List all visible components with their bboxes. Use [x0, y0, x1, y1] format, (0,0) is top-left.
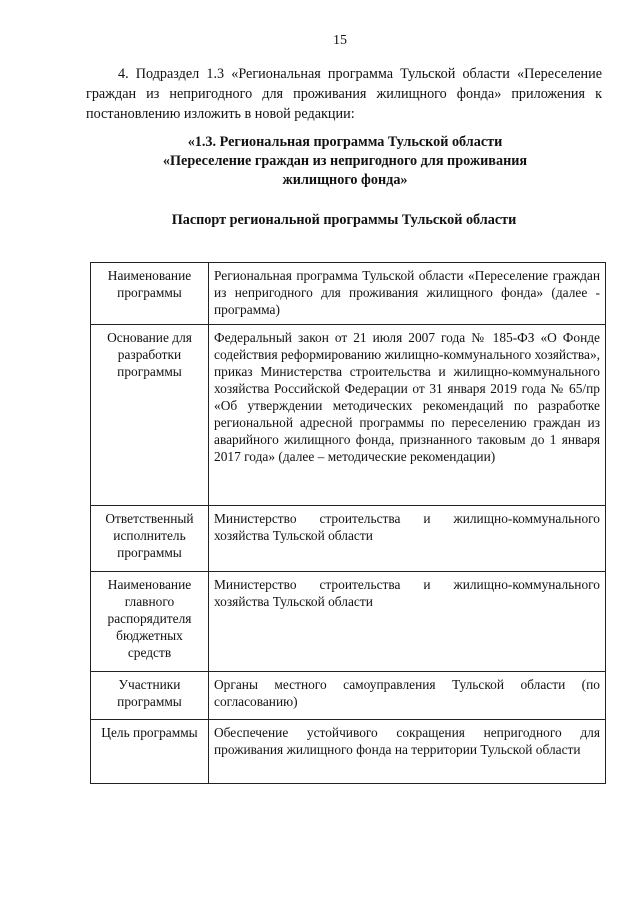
section-heading — [100, 133, 590, 190]
table-row — [91, 572, 606, 672]
passport-table — [90, 262, 606, 784]
row-label: Основание для разработки программы — [91, 325, 209, 506]
passport-title: Паспорт региональной программы Тульской области — [171, 212, 517, 228]
table-row — [91, 506, 606, 572]
intro-paragraph — [86, 64, 602, 124]
table-row — [91, 720, 606, 784]
row-value: Органы местного самоуправления Тульской области (по согласованию) — [209, 672, 606, 720]
row-value: Региональная программа Тульской области «Переселение граждан из непригодного для проживания жилищного фонда» (далее - программа) — [209, 263, 606, 325]
row-value: Министерство строительства и жилищно-коммунального хозяйства Тульской области — [209, 572, 606, 672]
row-value: Министерство строительства и жилищно-коммунального хозяйства Тульской области — [209, 506, 606, 572]
row-label: Цель программы — [91, 720, 209, 784]
section-heading-line-3: жилищного фонда» — [282, 172, 408, 188]
row-label: Ответственный исполнитель программы — [91, 506, 209, 572]
table-row — [91, 263, 606, 325]
page-number: 15 — [333, 33, 347, 48]
table-row — [91, 325, 606, 506]
row-label: Наименование главного распорядителя бюджетных средств — [91, 572, 209, 672]
intro-text: 4. Подраздел 1.3 «Региональная программа Тульской области «Переселение граждан из непригодного для проживания жилищного фонда» приложения к постановлению изложить в новой редакции: — [86, 66, 602, 122]
table-row — [91, 672, 606, 720]
row-label: Участники программы — [91, 672, 209, 720]
section-heading-line-1: «1.3. Региональная программа Тульской области — [187, 134, 503, 150]
row-value: Обеспечение устойчивого сокращения непригодного для проживания жилищного фонда на территории Тульской области — [209, 720, 606, 784]
section-heading-line-2: «Переселение граждан из непригодного для проживания — [162, 153, 528, 169]
row-value: Федеральный закон от 21 июля 2007 года № 185-ФЗ «О Фонде содействия реформированию жилищно-коммунального хозяйства», приказ Министерства строительства и жилищно-коммунального хозяйства Российской Федерации от 31 января 2019 года № 65/пр «Об утверждении методических рекомендаций по разработке региональной адресной программы по переселению граждан из аварийного жилищного фонда, признанного таковым до 1 января 2017 года» (далее – методические рекомендации) — [209, 325, 606, 506]
row-label: Наименование программы — [91, 263, 209, 325]
